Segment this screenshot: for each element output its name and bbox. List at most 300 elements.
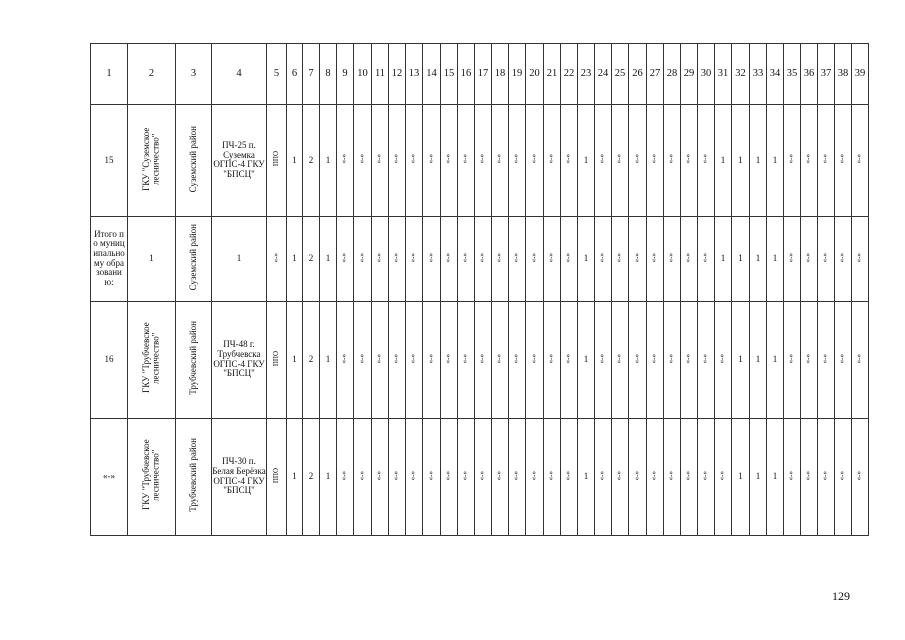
- value-cell: [526, 216, 544, 301]
- value-cell: 1: [578, 418, 595, 535]
- value-cell: [526, 418, 544, 535]
- value-cell: [784, 301, 801, 418]
- value-cell: [698, 301, 715, 418]
- vertical-text: «-»: [271, 252, 280, 263]
- column-number: 37: [818, 44, 835, 105]
- vertical-text: «-»: [478, 252, 487, 263]
- vertical-text: ГКУ "Трубчевское лесничество": [140, 440, 161, 511]
- value-cell: 1: [287, 216, 303, 301]
- column-number: 9: [337, 44, 354, 105]
- value-cell: 2: [303, 105, 320, 217]
- vertical-text: «-»: [632, 353, 641, 364]
- column-number: 34: [767, 44, 784, 105]
- value-cell: [612, 105, 629, 217]
- value-cell: 1: [750, 418, 767, 535]
- value-cell: [561, 105, 578, 217]
- vertical-text: «-»: [478, 470, 487, 481]
- value-cell: [801, 418, 818, 535]
- value-cell: [544, 418, 561, 535]
- district-cell: [176, 105, 212, 217]
- vertical-text: «-»: [547, 353, 556, 364]
- value-cell: 1: [287, 301, 303, 418]
- value-cell: [509, 216, 526, 301]
- row-label: «-»: [91, 418, 128, 535]
- value-cell: 1: [732, 105, 750, 217]
- value-cell: [354, 418, 372, 535]
- value-cell: [784, 418, 801, 535]
- vertical-text: «-»: [598, 353, 607, 364]
- station-cell: 1: [212, 216, 267, 301]
- value-cell: 1: [732, 418, 750, 535]
- vertical-text: «-»: [340, 470, 349, 481]
- table-row: [91, 418, 869, 535]
- value-cell: [664, 301, 681, 418]
- vertical-text: «-»: [461, 470, 470, 481]
- value-cell: [647, 418, 664, 535]
- value-cell: [544, 105, 561, 217]
- value-cell: [681, 105, 698, 217]
- value-cell: [664, 216, 681, 301]
- vertical-text: «-»: [650, 470, 659, 481]
- vertical-text: «-»: [392, 470, 401, 481]
- vertical-text: «-»: [564, 470, 573, 481]
- vertical-text: «-»: [340, 252, 349, 263]
- vertical-text: «-»: [632, 470, 641, 481]
- value-cell: [389, 301, 406, 418]
- vertical-text: «-»: [461, 353, 470, 364]
- vertical-text: «-»: [529, 154, 538, 164]
- value-cell: [354, 105, 372, 217]
- vertical-text: «-»: [495, 470, 504, 481]
- vertical-text: «-»: [409, 353, 418, 364]
- value-cell: [852, 418, 869, 535]
- vertical-text: ГКУ "Трубчевское лесничество": [140, 323, 161, 394]
- value-cell: [681, 418, 698, 535]
- value-cell: [492, 418, 509, 535]
- vertical-text: «-»: [855, 353, 864, 364]
- value-cell: [337, 418, 354, 535]
- vertical-text: «-»: [855, 154, 864, 164]
- value-cell: [715, 418, 732, 535]
- vertical-text: «-»: [804, 154, 813, 164]
- value-cell: [509, 301, 526, 418]
- column-number: 12: [389, 44, 406, 105]
- vertical-text: «-»: [855, 252, 864, 263]
- forestry-cell: [128, 418, 176, 535]
- value-cell: 2: [303, 216, 320, 301]
- vertical-text: «-»: [615, 252, 624, 263]
- value-cell: [492, 301, 509, 418]
- column-number: 5: [267, 44, 287, 105]
- value-cell: [715, 301, 732, 418]
- vertical-text: «-»: [495, 353, 504, 364]
- column-number: 8: [320, 44, 337, 105]
- district-cell: [176, 418, 212, 535]
- vertical-text: «-»: [615, 154, 624, 164]
- value-cell: 1: [767, 105, 784, 217]
- value-cell: [681, 216, 698, 301]
- station-cell: ПЧ-30 п. Белая Берёзка ОГПС-4 ГКУ "БПСЦ": [212, 418, 267, 535]
- vertical-text: «-»: [650, 353, 659, 364]
- value-cell: [852, 105, 869, 217]
- row-label: 15: [91, 105, 128, 217]
- value-cell: [267, 105, 287, 217]
- value-cell: [406, 105, 423, 217]
- column-number: 36: [801, 44, 818, 105]
- vertical-text: «-»: [650, 252, 659, 263]
- value-cell: 1: [767, 216, 784, 301]
- vertical-text: Трубчевский район: [187, 321, 198, 396]
- value-cell: 1: [287, 105, 303, 217]
- value-cell: [267, 418, 287, 535]
- column-number: 4: [212, 44, 267, 105]
- value-cell: [458, 216, 475, 301]
- column-number: 18: [492, 44, 509, 105]
- value-cell: [406, 216, 423, 301]
- value-cell: [801, 105, 818, 217]
- value-cell: [835, 216, 852, 301]
- value-cell: [475, 301, 492, 418]
- vertical-text: «-»: [564, 154, 573, 164]
- value-cell: [423, 216, 441, 301]
- column-number: 13: [406, 44, 423, 105]
- value-cell: 1: [715, 216, 732, 301]
- vertical-text: ППО: [271, 467, 280, 483]
- column-number: 2: [128, 44, 176, 105]
- vertical-text: «-»: [375, 252, 384, 263]
- vertical-text: «-»: [615, 353, 624, 364]
- value-cell: [337, 301, 354, 418]
- vertical-text: «-»: [821, 353, 830, 364]
- value-cell: 1: [320, 418, 337, 535]
- value-cell: [595, 105, 612, 217]
- value-cell: [372, 418, 389, 535]
- vertical-text: «-»: [444, 154, 453, 164]
- value-cell: [526, 105, 544, 217]
- vertical-text: «-»: [340, 353, 349, 364]
- value-cell: 2: [303, 418, 320, 535]
- vertical-text: «-»: [409, 154, 418, 164]
- vertical-text: «-»: [804, 353, 813, 364]
- value-cell: 2: [303, 301, 320, 418]
- column-number: 35: [784, 44, 801, 105]
- value-cell: [267, 216, 287, 301]
- value-cell: 1: [750, 301, 767, 418]
- value-cell: [389, 105, 406, 217]
- value-cell: [647, 105, 664, 217]
- value-cell: 1: [750, 105, 767, 217]
- value-cell: 1: [287, 418, 303, 535]
- vertical-text: «-»: [667, 252, 676, 263]
- table-row: [91, 105, 869, 217]
- value-cell: [698, 418, 715, 535]
- vertical-text: «-»: [564, 252, 573, 263]
- column-number: 33: [750, 44, 767, 105]
- vertical-text: «-»: [701, 154, 710, 164]
- value-cell: [595, 216, 612, 301]
- value-cell: [458, 105, 475, 217]
- value-cell: [852, 301, 869, 418]
- vertical-text: «-»: [357, 353, 366, 364]
- column-number: 6: [287, 44, 303, 105]
- value-cell: [612, 301, 629, 418]
- vertical-text: ППО: [271, 151, 280, 167]
- vertical-text: «-»: [392, 154, 401, 164]
- value-cell: 1: [578, 105, 595, 217]
- column-number: 16: [458, 44, 475, 105]
- value-cell: [492, 105, 509, 217]
- vertical-text: «-»: [357, 154, 366, 164]
- value-cell: [441, 105, 458, 217]
- value-cell: [629, 216, 647, 301]
- vertical-text: «-»: [409, 252, 418, 263]
- vertical-text: «-»: [838, 252, 847, 263]
- value-cell: 1: [320, 301, 337, 418]
- column-number: 11: [372, 44, 389, 105]
- table-row: [91, 216, 869, 301]
- column-number: 7: [303, 44, 320, 105]
- row-label: 16: [91, 301, 128, 418]
- value-cell: [561, 418, 578, 535]
- vertical-text: «-»: [512, 154, 521, 164]
- page-number: 129: [832, 589, 850, 603]
- table-row: [91, 301, 869, 418]
- value-cell: [801, 216, 818, 301]
- vertical-text: Суземский район: [187, 224, 198, 291]
- vertical-text: «-»: [701, 252, 710, 263]
- value-cell: 1: [715, 105, 732, 217]
- district-cell: [176, 216, 212, 301]
- vertical-text: «-»: [478, 353, 487, 364]
- vertical-text: «-»: [598, 252, 607, 263]
- value-cell: [818, 301, 835, 418]
- value-cell: [664, 418, 681, 535]
- vertical-text: «-»: [787, 252, 796, 263]
- vertical-text: «-»: [838, 154, 847, 164]
- column-number: 24: [595, 44, 612, 105]
- value-cell: [441, 418, 458, 535]
- vertical-text: «-»: [855, 470, 864, 481]
- forestry-cell: [128, 105, 176, 217]
- value-cell: [492, 216, 509, 301]
- vertical-text: «-»: [392, 252, 401, 263]
- value-cell: [647, 301, 664, 418]
- value-cell: 1: [767, 301, 784, 418]
- column-number: 21: [544, 44, 561, 105]
- value-cell: 1: [750, 216, 767, 301]
- value-cell: [647, 216, 664, 301]
- value-cell: [406, 418, 423, 535]
- value-cell: [423, 418, 441, 535]
- value-cell: [389, 216, 406, 301]
- value-cell: [835, 301, 852, 418]
- column-number: 31: [715, 44, 732, 105]
- forestry-cell: [128, 301, 176, 418]
- vertical-text: «-»: [632, 154, 641, 164]
- value-cell: [544, 301, 561, 418]
- vertical-text: «-»: [529, 470, 538, 481]
- station-cell: ПЧ-48 г. Трубчевска ОГПС-4 ГКУ "БПСЦ": [212, 301, 267, 418]
- value-cell: [372, 216, 389, 301]
- column-number: 30: [698, 44, 715, 105]
- vertical-text: «-»: [357, 252, 366, 263]
- column-number: 29: [681, 44, 698, 105]
- vertical-text: «-»: [821, 154, 830, 164]
- value-cell: [354, 301, 372, 418]
- value-cell: 1: [320, 216, 337, 301]
- vertical-text: «-»: [426, 353, 435, 364]
- value-cell: [372, 301, 389, 418]
- vertical-text: «-»: [787, 353, 796, 364]
- row-label: Итого по муниципальному образованию:: [91, 216, 128, 301]
- vertical-text: «-»: [804, 252, 813, 263]
- value-cell: [389, 418, 406, 535]
- value-cell: [441, 216, 458, 301]
- vertical-text: «-»: [512, 252, 521, 263]
- value-cell: [698, 105, 715, 217]
- vertical-text: «-»: [667, 353, 676, 364]
- value-cell: [818, 216, 835, 301]
- vertical-text: «-»: [478, 154, 487, 164]
- vertical-text: ГКУ "Суземское лесничество": [140, 127, 161, 191]
- value-cell: [423, 105, 441, 217]
- value-cell: [801, 301, 818, 418]
- vertical-text: «-»: [547, 252, 556, 263]
- value-cell: [835, 418, 852, 535]
- value-cell: [561, 216, 578, 301]
- value-cell: [458, 418, 475, 535]
- vertical-text: «-»: [357, 470, 366, 481]
- vertical-text: «-»: [392, 353, 401, 364]
- column-number: 39: [852, 44, 869, 105]
- vertical-text: «-»: [718, 353, 727, 364]
- vertical-text: «-»: [701, 470, 710, 481]
- vertical-text: «-»: [426, 470, 435, 481]
- vertical-text: «-»: [547, 470, 556, 481]
- vertical-text: Трубчевский район: [187, 438, 198, 513]
- value-cell: 1: [578, 301, 595, 418]
- vertical-text: «-»: [650, 154, 659, 164]
- vertical-text: «-»: [684, 252, 693, 263]
- value-cell: [509, 418, 526, 535]
- vertical-text: «-»: [461, 154, 470, 164]
- vertical-text: «-»: [444, 470, 453, 481]
- value-cell: [835, 105, 852, 217]
- value-cell: [441, 301, 458, 418]
- vertical-text: «-»: [684, 154, 693, 164]
- column-number: 28: [664, 44, 681, 105]
- vertical-text: «-»: [838, 470, 847, 481]
- value-cell: 1: [320, 105, 337, 217]
- vertical-text: «-»: [821, 470, 830, 481]
- value-cell: [475, 418, 492, 535]
- vertical-text: «-»: [564, 353, 573, 364]
- vertical-text: «-»: [512, 353, 521, 364]
- vertical-text: «-»: [375, 353, 384, 364]
- value-cell: [629, 418, 647, 535]
- value-cell: [561, 301, 578, 418]
- vertical-text: «-»: [701, 353, 710, 364]
- value-cell: [526, 301, 544, 418]
- column-number: 22: [561, 44, 578, 105]
- vertical-text: «-»: [495, 154, 504, 164]
- value-cell: [337, 105, 354, 217]
- value-cell: [818, 105, 835, 217]
- vertical-text: «-»: [426, 252, 435, 263]
- vertical-text: Суземский район: [187, 125, 198, 193]
- value-cell: [852, 216, 869, 301]
- vertical-text: «-»: [461, 252, 470, 263]
- vertical-text: «-»: [529, 252, 538, 263]
- column-number: 38: [835, 44, 852, 105]
- value-cell: [475, 105, 492, 217]
- vertical-text: «-»: [444, 353, 453, 364]
- vertical-text: «-»: [495, 252, 504, 263]
- value-cell: [406, 301, 423, 418]
- column-number: 1: [91, 44, 128, 105]
- header-row: [91, 44, 869, 105]
- column-number: 27: [647, 44, 664, 105]
- station-cell: ПЧ-25 п. Суземка ОГПС-4 ГКУ "БПСЦ": [212, 105, 267, 217]
- value-cell: [595, 301, 612, 418]
- vertical-text: «-»: [684, 353, 693, 364]
- value-cell: [698, 216, 715, 301]
- vertical-text: «-»: [684, 470, 693, 481]
- forestry-cell: 1: [128, 216, 176, 301]
- value-cell: [664, 105, 681, 217]
- value-cell: [629, 301, 647, 418]
- vertical-text: «-»: [547, 154, 556, 164]
- vertical-text: «-»: [529, 353, 538, 364]
- vertical-text: «-»: [667, 154, 676, 164]
- value-cell: [337, 216, 354, 301]
- value-cell: [544, 216, 561, 301]
- value-cell: [372, 105, 389, 217]
- vertical-text: «-»: [598, 154, 607, 164]
- vertical-text: «-»: [340, 154, 349, 164]
- vertical-text: «-»: [444, 252, 453, 263]
- vertical-text: «-»: [787, 470, 796, 481]
- vertical-text: «-»: [615, 470, 624, 481]
- column-number: 25: [612, 44, 629, 105]
- column-number: 17: [475, 44, 492, 105]
- value-cell: [458, 301, 475, 418]
- vertical-text: «-»: [838, 353, 847, 364]
- vertical-text: «-»: [632, 252, 641, 263]
- value-cell: [629, 105, 647, 217]
- vertical-text: «-»: [667, 470, 676, 481]
- value-cell: [267, 301, 287, 418]
- vertical-text: «-»: [375, 470, 384, 481]
- value-cell: 1: [732, 216, 750, 301]
- district-cell: [176, 301, 212, 418]
- vertical-text: «-»: [512, 470, 521, 481]
- column-number: 10: [354, 44, 372, 105]
- value-cell: [612, 418, 629, 535]
- column-number: 20: [526, 44, 544, 105]
- data-table: [90, 43, 869, 536]
- vertical-text: «-»: [804, 470, 813, 481]
- vertical-text: «-»: [426, 154, 435, 164]
- vertical-text: «-»: [821, 252, 830, 263]
- vertical-text: «-»: [598, 470, 607, 481]
- value-cell: [784, 105, 801, 217]
- value-cell: [595, 418, 612, 535]
- vertical-text: «-»: [718, 470, 727, 481]
- column-number: 19: [509, 44, 526, 105]
- value-cell: 1: [767, 418, 784, 535]
- value-cell: [354, 216, 372, 301]
